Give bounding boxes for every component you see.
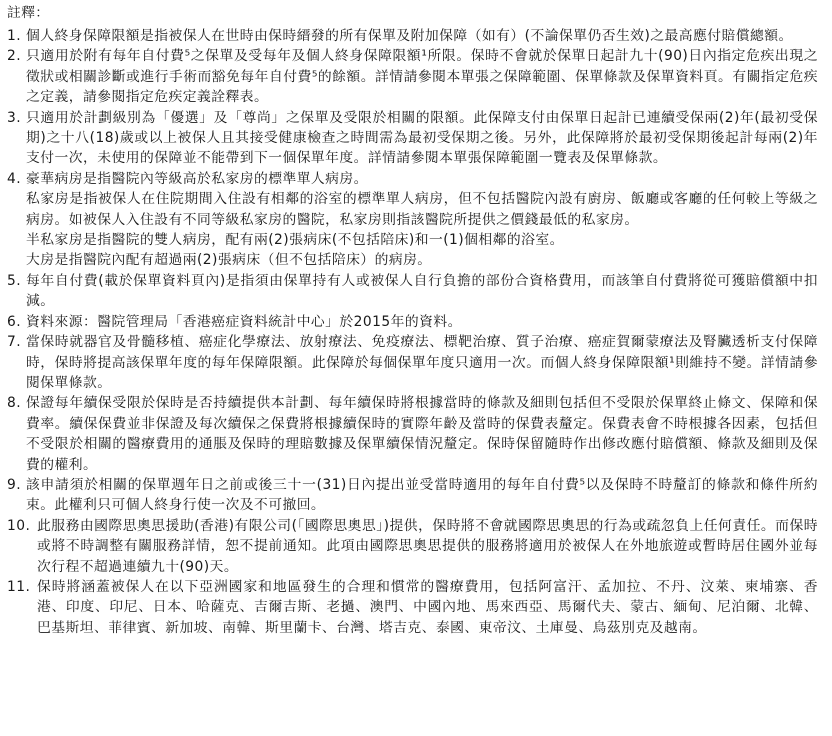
note-item bbox=[7, 577, 818, 638]
note-body bbox=[26, 169, 818, 271]
note-paragraph: 此服務由國際思奧思援助(香港)有限公司(「國際思奧思」)提供，保時將不會就國際思奧思的行為或疏忽負上任何責任。而保時或將不時調整有關服務詳情，恕不提前通知。此項由國際思奧思提供的服務將適用於被保人在外地旅遊或暫時居住國外並每次行程不超過連續九十(90)天。 bbox=[37, 517, 818, 575]
note-number: 10. bbox=[7, 517, 31, 534]
note-paragraph: 只適用於計劃級別為「優選」及「尊尚」之保單及受限於相關的限額。此保障支付由保單日起計已連續受保兩(2)年(最初受保期)之十八(18)歲或以上被保人且其接受健康檢查之時間需為最初受保期之後。另外，此保障將於最初受保期後起計每兩(2)年支付一次，未使用的保障並不能帶到下一個保單年度。詳情請參閱本單張保障範圍一覽表及保單條款。 bbox=[26, 109, 818, 167]
note-paragraph: 當保時就器官及骨髓移植、癌症化學療法、放射療法、免疫療法、標靶治療、質子治療、癌症賀爾蒙療法及腎臟透析支付保障時，保時將提高該保單年度的每年保障限額。此保障於每個保單年度只適用一次。而個人終身保障限額¹則維持不變。詳情請參閱保單條款。 bbox=[26, 334, 818, 391]
note-body bbox=[37, 577, 818, 638]
note-item bbox=[7, 516, 818, 577]
note-number: 3. bbox=[7, 109, 22, 126]
note-paragraph: 每年自付費(載於保單資料頁內)是指須由保單持有人或被保人自行負擔的部份合資格費用，而該筆自付費將從可獲賠償額中扣減。 bbox=[26, 272, 818, 310]
note-item bbox=[7, 26, 818, 46]
note-body bbox=[26, 312, 818, 332]
note-number: 6. bbox=[7, 313, 22, 330]
note-number: 5. bbox=[7, 272, 22, 289]
note-body bbox=[26, 475, 818, 516]
note-number: 8. bbox=[7, 395, 22, 412]
note-body bbox=[37, 516, 818, 577]
note-item bbox=[7, 475, 818, 516]
note-item bbox=[7, 271, 818, 312]
note-body bbox=[26, 393, 818, 475]
note-number: 4. bbox=[7, 170, 22, 187]
note-body bbox=[26, 108, 818, 169]
note-item bbox=[7, 332, 818, 393]
note-body bbox=[26, 271, 818, 312]
note-paragraph: 資料來源：醫院管理局「香港癌症資料統計中心」於2015年的資料。 bbox=[26, 313, 462, 330]
note-number: 2. bbox=[7, 48, 22, 65]
note-item bbox=[7, 312, 818, 332]
notes-heading: 註釋： bbox=[7, 5, 50, 21]
note-number: 7. bbox=[7, 334, 22, 351]
note-paragraph: 大房是指醫院內配有超過兩(2)張病床（但不包括陪床）的病房。 bbox=[26, 252, 432, 269]
note-paragraph: 該申請須於相關的保單週年日之前或後三十一(31)日內提出並受當時適用的每年自付費⁵以及保時不時釐訂的條款和條件所約束。此權利只可個人終身行使一次及不可撤回。 bbox=[26, 476, 818, 514]
note-item bbox=[7, 46, 818, 107]
note-number: 11. bbox=[7, 578, 31, 595]
notes-list bbox=[7, 26, 818, 638]
note-paragraph: 半私家房是指醫院的雙人病房，配有兩(2)張病床(不包括陪床)和一(1)個相鄰的浴室。 bbox=[26, 232, 564, 249]
note-paragraph: 個人終身保障限額是指被保人在世時由保時縉發的所有保單及附加保障（如有）(不論保單仍否生效)之最高應付賠償總額。 bbox=[26, 28, 793, 44]
note-paragraph: 私家房是指被保人在住院期間入住設有相鄰的浴室的標準單人病房，但不包括醫院內設有廚房、飯廳或客廳的任何較上等級之病房。如被保人入住設有不同等級私家房的醫院，私家房則指該醫院所提供之價錢最低的私家房。 bbox=[26, 191, 818, 228]
note-body bbox=[26, 46, 818, 107]
note-number: 1. bbox=[7, 28, 22, 44]
note-paragraph: 豪華病房是指醫院內等級高於私家房的標準單人病房。 bbox=[26, 170, 368, 187]
note-paragraph: 保證每年續保受限於保時是否持續提供本計劃、每年續保時將根據當時的條款及細則包括但不受限於保單終止條文、保障和保費率。續保保費並非保證及每次續保之保費將根據續保時的實際年齡及當時的保費表釐定。保費表會不時根據各因素，包括但不受限於相關的醫療費用的通脹及保時的理賠數據及保單續保情況釐定。保時保留隨時作出修改應付賠償額、條款及細則及保費的權利。 bbox=[26, 395, 818, 473]
note-paragraph: 保時將涵蓋被保人在以下亞洲國家和地區發生的合理和慣常的醫療費用，包括阿富汗、孟加拉、不丹、汶萊、柬埔寨、香港、印度、印尼、日本、哈薩克、吉爾吉斯、老撾、澳門、中國內地、馬來西亞、馬爾代夫、蒙古、緬甸、尼泊爾、北韓、巴基斯坦、菲律賓、新加坡、南韓、斯里蘭卡、台灣、塔吉克、泰國、東帝汶、土庫曼、烏茲別克及越南。 bbox=[37, 578, 818, 636]
note-item bbox=[7, 169, 818, 271]
note-body bbox=[26, 26, 818, 46]
note-item bbox=[7, 108, 818, 169]
note-paragraph: 只適用於附有每年自付費⁵之保單及受每年及個人終身保障限額¹所限。保時不會就於保單日起計九十(90)日內指定危疾出現之徵狀或相關診斷或進行手術而豁免每年自付費⁵的餘額。詳情請參閱本單張之保障範圍、保單條款及保單資料頁。有關指定危疾之定義，請參閱指定危疾定義詮釋表。 bbox=[26, 48, 818, 106]
note-item bbox=[7, 393, 818, 475]
note-number: 9. bbox=[7, 476, 22, 493]
note-body bbox=[26, 332, 818, 393]
